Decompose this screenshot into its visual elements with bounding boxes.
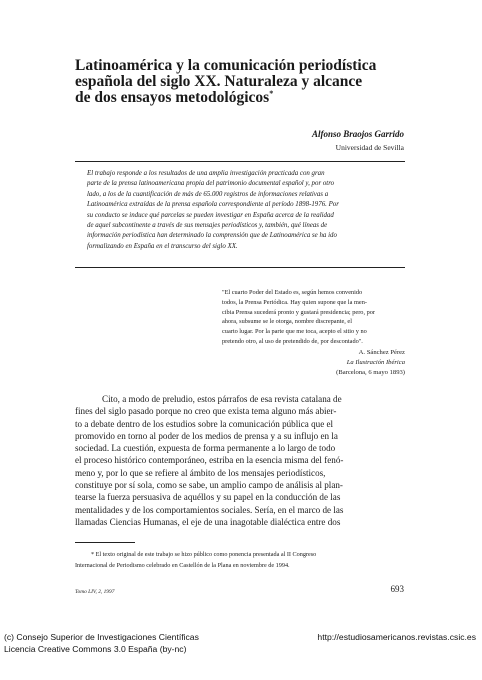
footnote — [75, 550, 405, 571]
author-name: Alfonso Braojos Garrido — [311, 129, 404, 139]
title-line-text: de dos ensayos metodológicos — [75, 89, 270, 106]
abstract-line: de aquel subcontinente a través de sus mensajes periodísticos y, también, qué líneas de — [87, 222, 328, 230]
body-line: to a debate dentro de los estudios sobre la comunicación pública que el — [75, 418, 334, 429]
footnote-rule — [75, 542, 135, 543]
title-line — [75, 90, 405, 106]
body-line: sociedad. La cuestión, expuesta de forma permanente a lo largo de todo — [75, 443, 336, 454]
license-line: (c) Consejo Superior de Investigaciones Científicas — [4, 632, 199, 642]
abstract-top-rule — [75, 161, 405, 162]
abstract-line: su conducto se induce qué parcelas se pueden investigar en España acerca de la realidad — [87, 211, 334, 219]
body-line: constituye por sí sola, como se sabe, un amplio campo de análisis al plan- — [75, 480, 343, 491]
title-line: Latinoamérica y la comunicación periodística — [75, 57, 377, 74]
abstract-line: información periodística han determinado la comprensión que de Latinoamérica se ha ido — [87, 232, 337, 240]
license-notice — [4, 632, 199, 655]
body-line: el proceso histórico contemporáneo, estriba en la esencia misma del fenó- — [75, 455, 344, 466]
footnote-line: Internacional de Periodismo celebrado en Castellón de la Plana en noviembre de 1994. — [75, 561, 290, 569]
epigraph-quote — [222, 288, 410, 347]
title-footnote-mark: * — [269, 88, 274, 98]
body-line: promovido en torno al poder de los medios de prensa y a su influjo en la — [75, 430, 338, 441]
abstract-bottom-rule — [75, 267, 405, 268]
epigraph-source — [222, 348, 405, 379]
epigraph-work: La Ilustración Ibérica — [346, 359, 405, 367]
abstract-line: parte de la prensa latinoamericana propia del patrimonio documental español y, por otro — [87, 180, 335, 188]
abstract-line: El trabajo responde a los resultados de una amplia investigación practicada con gran — [87, 170, 325, 177]
epigraph-line: cibia Prensa sucederá pronto y gustará presidencia; pero, por — [222, 308, 375, 316]
repository-link[interactable]: http://estudiosamericanos.revistas.csic.es — [317, 632, 476, 642]
footnote-line: * El texto original de este trabajo se hizo público como ponencia presentada al II Congreso — [91, 551, 317, 558]
epigraph-line: pretendo otro, al uso de pretendido de, por descontado". — [222, 337, 363, 345]
body-line: fines del siglo pasado porque no creo que exista tema alguno más abier- — [75, 406, 337, 417]
abstract-line: Latinoamérica extraídas de la prensa española correspondiente al período 1898-1976. Por — [87, 201, 339, 209]
abstract-line: lado, a los de la cuantificación de más de 65.000 registros de informaciones relativas a — [87, 190, 329, 198]
article-title — [75, 58, 405, 106]
epigraph-author: A. Sánchez Pérez — [358, 349, 405, 356]
journal-reference: Tomo LIV, 2, 1997 — [75, 589, 115, 595]
epigraph-line: cuarto lugar. Por la parte que me toca, acepto el sitio y no — [222, 328, 367, 336]
abstract-line: formalizando en España en el transcurso del siglo XX. — [87, 242, 238, 250]
body-line: Cito, a modo de preludio, estos párrafos de esa revista catalana de — [102, 394, 342, 404]
abstract — [87, 169, 405, 252]
epigraph-line: todos, la Prensa Periódica. Hay quien supone que la men- — [222, 298, 367, 306]
page-number: 693 — [390, 584, 404, 594]
body-paragraph — [75, 393, 405, 528]
body-line: mentalidades y de los comportamientos sociales. Sería, en el marco de las — [75, 504, 344, 515]
body-line: meno y, por lo que se refiere al ámbito de los mensajes periodísticos, — [75, 467, 326, 478]
epigraph-line: "El cuarto Poder del Estado es, según hemos convenido — [222, 289, 363, 296]
title-line: española del siglo XX. Naturaleza y alcance — [75, 73, 363, 90]
body-line: llamadas Ciencias Humanas, el eje de una inagotable dialéctica entre dos — [75, 516, 341, 527]
epigraph-date: (Barcelona, 6 mayo 1893) — [336, 369, 405, 377]
license-line: Licencia Creative Commons 3.0 España (by-nc) — [4, 643, 187, 654]
body-line: tearse la fuerza persuasiva de aquéllos y su papel en la conducción de las — [75, 492, 341, 503]
author-affiliation: Universidad de Sevilla — [335, 143, 404, 152]
epigraph-line: ahora, subsume se le otorga, nombre discrepante, el — [222, 318, 352, 326]
